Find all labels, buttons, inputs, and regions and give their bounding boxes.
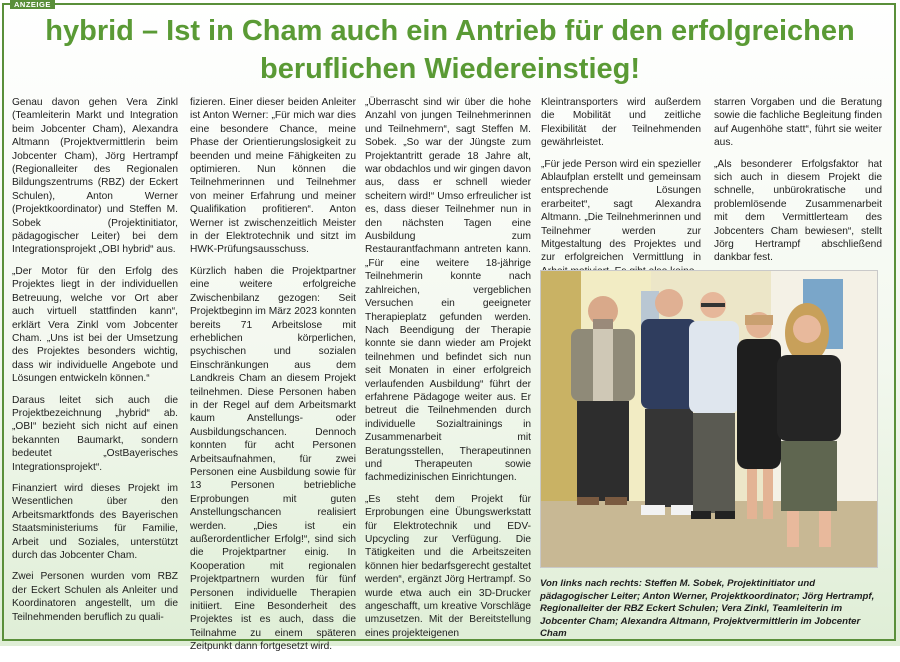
paragraph: „Überrascht sind wir über die hohe Anzahl von jungen Teilnehmerinnen und Teilnehmern“, sagt Steffen M. Sobek. „So war der Jüngste zum Projektantritt gerade 18 Jahre alt, war obdachlos und wir gingen davon aus, dass er schnell wieder scheitern wird!“ Umso erfreulicher ist es, dass dieser Teilnehmer nun in den nächsten Tagen eine Ausbildung zum Restaurantfachmann antreten kann. „Für eine weitere 18-jährige Teilnehmerin konnte nach zahlreichen, vergeblichen Versuchen ein geeigneter Therapieplatz gefunden werden. Nach Beendigung der Therapie konnte sie dann wieder am Projekt teilnehmen und befindet sich nun seit Monaten in einer erfolgreich verlaufenden Ausbildung“ führt der erfahrene Pädagoge weiter aus. Er betreut die Teilnehmenden durch individuelle Sozialtrainings in Zusammenarbeit mit Beratungsstellen, Therapeutinnen und Therapeuten sowie fachmedizinischen Einrichtungen. [365,97,531,484]
person-2 [641,289,697,515]
photo-caption: Von links nach rechts: Steffen M. Sobek, Projektinitiator und pädagogischer Leiter; Anton Werner, Projektkoordinator; Jörg Hertrampf, Regionalleiter der RBZ Eckert Schulen; Vera Zinkl, Teamleiterin im Jobcenter Cham; Alexandra Altmann, Projektvermittlerin im Jobcenter Cham [540,578,875,640]
paragraph: fizieren. Einer dieser beiden Anleiter ist Anton Werner: „Für mich war dies eine besondere Chance, meine Phase der Orientierungslosigkeit zu beenden und meine Fähigkeiten zu optimieren. Nun können die Teilnehmerinnen und Teilnehmer von meiner Erfahrung und meiner Qualifikation profitieren“. Anton Werner ist zwischenzeitlich Meister in der Elektrotechnik und sitzt im HWK-Prüfungsausschuss. [190,97,356,256]
article-column-1 [12,96,178,632]
group-photo-illustration [541,271,877,567]
advertisement-badge: ANZEIGE [10,0,55,9]
paragraph: Daraus leitet sich auch die Projektbezeichnung „hybrid“ ab. „OBI“ bezieht sich nicht auf einen bekannten Baumarkt, sondern bedeutet „OstBayerisches Integrationsprojekt“. [12,394,178,473]
headline-line-1: hybrid – Ist in Cham auch ein Antrieb für den erfolgreichen [45,15,855,47]
group-photo [540,270,878,568]
headline-line-2: beruflichen Wiedereinstieg! [259,53,641,85]
paragraph: „Der Motor für den Erfolg des Projektes liegt in der individuellen Betreuung, welche vor Ort aber auch virtuell stattfinden kann“, erklärt Vera Zinkl vom Jobcenter Cham. „Uns ist bei der Umsetzung des Projektes besonders wichtig, dass wir individuelle Angebote und Lösungen entwickeln können.“ [12,265,178,385]
paragraph: starren Vorgaben und die Beratung sowie die fachliche Begleitung finden auf Augenhöhe statt“, führt sie weiter aus. [714,97,882,149]
paragraph: Genau davon gehen Vera Zinkl (Teamleiterin Markt und Integration beim Jobcenter Cham), Alexandra Altmann (Projektvermittlerin beim Jobcenter Cham), Jörg Hertrampf (Regionalleiter des Regionalen Bildungszentrums (RBZ) der Eckert Schulen), Anton Werner (Projektkoordinator) und Steffen M. Sobek (Projektinitiator, pädagogischer Leiter) bei dem Integrationsprojekt „OBI hybrid“ aus. [12,97,178,256]
article-column-4 [541,96,701,286]
person-3 [689,292,739,519]
paragraph: Kleintransporters wird außerdem die Mobilität und zeitliche Flexibilität der Teilnehmenden gewährleistet. [541,97,701,149]
paragraph: Finanziert wird dieses Projekt im Wesentlichen über den Arbeitsmarktfonds des Bayerischen Staatsministeriums für Familie, Arbeit und Soziales, unterstützt durch das Jobcenter Cham. [12,482,178,561]
headline [0,12,900,88]
paragraph: Zwei Personen wurden vom RBZ der Eckert Schulen als Anleiter und Koordinatoren angestellt, um die Teilnehmenden beruflich zu quali- [12,571,178,623]
article-column-2 [190,96,356,662]
paragraph: Kürzlich haben die Projektpartner eine weitere erfolgreiche Zwischenbilanz gezogen: Seit Projektbeginn im März 2023 konnten bereits 71 Arbeitslose mit erheblichen körperlichen, psychischen und sozialen Einschränkungen aus dem Landkreis Cham an diesem Projekt teilnehmen. Diese Personen haben in der Regel auf dem Arbeitsmarkt kaum Anstellungs- oder Ausbildungschancen. Dennoch konnten für acht Personen Arbeitsaufnahmen, für zwei Personen eine Ausbildung sowie für 13 Personen betriebliche Erprobungen mit guten Anstellungschancen realisiert werden. „Dies ist ein außerordentlicher Erfolg!“, sind sich die Projektpartner einig. In Kooperation mit regionalen Projektpartnern wurden für fünf Personen individuelle Therapien initiiert. Eine Besonderheit des Projektes ist es auch, dass die Teilnahme zu einem späteren Zeitpunkt dann fortgesetzt wird. [190,265,356,653]
paragraph: „Als besonderer Erfolgsfaktor hat sich auch in diesem Projekt die schnelle, unbürokratische und problemlösende Zusammenarbeit mit dem Vermittlerteam des Jobcenters Cham bewiesen“, stellt Jörg Hertrampf abschließend dankbar fest. [714,158,882,264]
article-column-3 [365,96,531,648]
paragraph: „Es steht dem Projekt für Erprobungen eine Übungswerkstatt für Elektrotechnik und EDV-Upcycling zur Verfügung. Die Tätigkeiten und die Arbeitszeiten können hier bedarfsgerecht gestaltet werden“, ergänzt Jörg Hertrampf. So wurde etwa auch ein 3D-Drucker angeschafft, um kreative Vorschläge umzusetzen. Mit der Bereitstellung eines projekteigenen [365,493,531,639]
paragraph: „Für jede Person wird ein spezieller Ablaufplan erstellt und gemeinsam entsprechende Lösungen erarbeitet“, sagt Alexandra Altmann. „Die Teilnehmerinnen und Teilnehmer werden zur Mitgestaltung des Projektes und zur erfolgreichen Vermittlung in [541,158,701,264]
article-column-5 [714,96,882,273]
